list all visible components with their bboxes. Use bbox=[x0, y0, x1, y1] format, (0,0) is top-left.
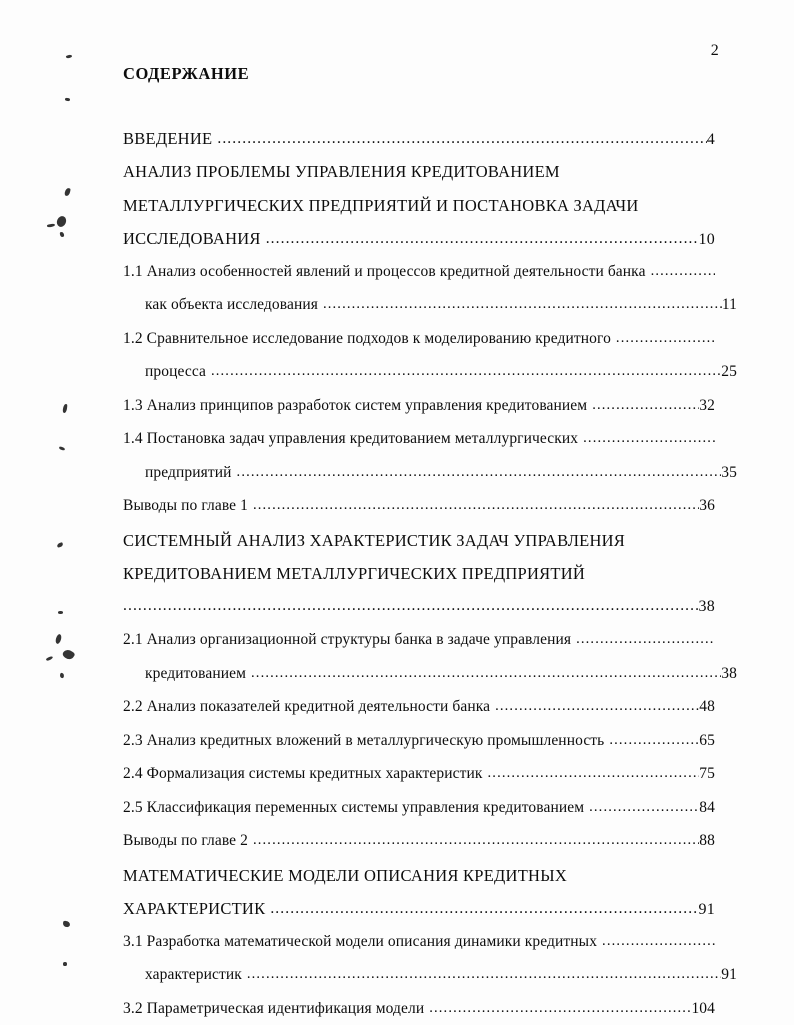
toc-line bbox=[123, 363, 737, 397]
toc-line bbox=[123, 330, 715, 364]
toc-line bbox=[123, 229, 715, 263]
toc-entry[interactable] bbox=[123, 866, 715, 933]
toc-line bbox=[123, 598, 715, 632]
toc-entry-text: ВВЕДЕНИЕ bbox=[123, 129, 217, 149]
toc-page-number: 84 bbox=[699, 799, 715, 817]
leader-dots bbox=[576, 631, 715, 648]
toc-line bbox=[123, 497, 715, 531]
toc-entry[interactable] bbox=[123, 1000, 715, 1033]
scan-speckle bbox=[47, 223, 55, 228]
leader-dots bbox=[253, 497, 699, 514]
scan-speckle bbox=[58, 611, 63, 614]
leader-dots bbox=[266, 230, 699, 248]
toc-entry-text: 2.3 Анализ кредитных вложений в металлургическую промышленность bbox=[123, 732, 609, 750]
toc-line bbox=[123, 129, 715, 163]
toc-entry-text: 2.2 Анализ показателей кредитной деятельности банка bbox=[123, 698, 495, 716]
toc-entry[interactable] bbox=[123, 330, 715, 397]
toc-line bbox=[123, 564, 715, 598]
toc-page-number: 65 bbox=[699, 732, 715, 750]
scan-speckle bbox=[60, 232, 65, 238]
page-number: 2 bbox=[711, 43, 719, 59]
toc-line bbox=[123, 732, 715, 766]
toc-entry-text: 1.4 Постановка задач управления кредитованием металлургических bbox=[123, 430, 583, 448]
toc-entry-text: СИСТЕМНЫЙ АНАЛИЗ ХАРАКТЕРИСТИК ЗАДАЧ УПРАВЛЕНИЯ bbox=[123, 531, 630, 551]
toc-entry-text: 2.5 Классификация переменных системы управления кредитованием bbox=[123, 799, 589, 817]
leader-dots bbox=[495, 698, 699, 715]
toc-entry-text: МАТЕМАТИЧЕСКИЕ МОДЕЛИ ОПИСАНИЯ КРЕДИТНЫХ bbox=[123, 866, 572, 886]
toc-page-number: 91 bbox=[699, 901, 716, 919]
leader-dots bbox=[237, 464, 722, 481]
toc-entry-text: 1.1 Анализ особенностей явлений и процессов кредитной деятельности банка bbox=[123, 263, 651, 281]
scan-speckle bbox=[55, 215, 67, 229]
toc-entry-text: АНАЛИЗ ПРОБЛЕМЫ УПРАВЛЕНИЯ КРЕДИТОВАНИЕМ bbox=[123, 162, 565, 182]
toc-entry-list bbox=[123, 129, 715, 1033]
toc-entry-text: Выводы по главе 2 bbox=[123, 832, 253, 850]
toc-line bbox=[123, 162, 715, 196]
leader-dots bbox=[651, 263, 715, 280]
toc-line bbox=[123, 665, 737, 699]
toc-entry-text: 1.3 Анализ принципов разработок систем управления кредитованием bbox=[123, 397, 592, 415]
toc-entry-text: КРЕДИТОВАНИЕМ МЕТАЛЛУРГИЧЕСКИХ ПРЕДПРИЯТИЙ bbox=[123, 564, 590, 584]
toc-line bbox=[123, 464, 737, 498]
toc-line bbox=[123, 899, 715, 933]
toc-entry-text: предприятий bbox=[145, 464, 237, 482]
toc-page-number: 91 bbox=[721, 966, 737, 984]
toc-entry[interactable] bbox=[123, 397, 715, 431]
page-title: СОДЕРЖАНИЕ bbox=[123, 66, 715, 83]
scan-speckle bbox=[56, 542, 63, 548]
toc-line bbox=[123, 263, 715, 297]
toc-entry[interactable] bbox=[123, 162, 715, 263]
toc-line bbox=[123, 966, 737, 1000]
toc-line bbox=[123, 296, 737, 330]
scan-speckle bbox=[46, 655, 54, 661]
toc-page-number: 104 bbox=[691, 1000, 715, 1018]
toc-line bbox=[123, 799, 715, 833]
leader-dots bbox=[429, 1000, 691, 1017]
toc-line bbox=[123, 631, 715, 665]
toc-page-number: 36 bbox=[699, 497, 715, 515]
toc-entry[interactable] bbox=[123, 129, 715, 163]
toc-entry[interactable] bbox=[123, 263, 715, 330]
leader-dots bbox=[488, 765, 700, 782]
toc-entry[interactable] bbox=[123, 497, 715, 531]
toc-entry[interactable] bbox=[123, 832, 715, 866]
scan-speckle bbox=[63, 962, 67, 966]
toc-line bbox=[123, 196, 715, 230]
toc-entry[interactable] bbox=[123, 799, 715, 833]
toc-page-number: 48 bbox=[699, 698, 715, 716]
toc-page-number: 11 bbox=[722, 296, 737, 314]
toc-line bbox=[123, 1000, 715, 1033]
table-of-contents bbox=[123, 66, 715, 1033]
leader-dots bbox=[602, 933, 715, 950]
toc-entry[interactable] bbox=[123, 933, 715, 1000]
toc-entry-text: 3.2 Параметрическая идентификация модели bbox=[123, 1000, 429, 1018]
toc-line bbox=[123, 866, 715, 900]
toc-page-number: 10 bbox=[699, 231, 716, 249]
scan-speckle bbox=[65, 98, 70, 102]
leader-dots bbox=[616, 330, 715, 347]
scan-speckle bbox=[63, 404, 68, 413]
scan-speckle bbox=[60, 673, 65, 679]
scan-speckle bbox=[55, 634, 63, 645]
toc-entry[interactable] bbox=[123, 765, 715, 799]
leader-dots bbox=[592, 397, 699, 414]
toc-entry-text: кредитованием bbox=[145, 665, 251, 683]
toc-page-number: 25 bbox=[721, 363, 737, 381]
toc-entry-text: ХАРАКТЕРИСТИК bbox=[123, 899, 270, 919]
toc-line bbox=[123, 430, 715, 464]
scan-speckle bbox=[61, 648, 75, 662]
toc-entry-text: 3.1 Разработка математической модели описания динамики кредитных bbox=[123, 933, 602, 951]
toc-entry[interactable] bbox=[123, 631, 715, 698]
toc-page-number: 38 bbox=[721, 665, 737, 683]
toc-line bbox=[123, 832, 715, 866]
toc-page-number: 88 bbox=[699, 832, 715, 850]
toc-entry-text: МЕТАЛЛУРГИЧЕСКИХ ПРЕДПРИЯТИЙ И ПОСТАНОВКА ЗАДАЧИ bbox=[123, 196, 643, 216]
toc-entry-text: как объекта исследования bbox=[145, 296, 323, 314]
toc-entry-text: процесса bbox=[145, 363, 211, 381]
leader-dots bbox=[123, 598, 699, 615]
scan-speckle bbox=[64, 188, 71, 197]
toc-page-number: 38 bbox=[699, 598, 716, 616]
toc-entry[interactable] bbox=[123, 698, 715, 732]
leader-dots bbox=[609, 732, 699, 749]
toc-entry-text: 2.4 Формализация системы кредитных характеристик bbox=[123, 765, 488, 783]
toc-page-number: 35 bbox=[721, 464, 737, 482]
toc-line bbox=[123, 765, 715, 799]
toc-line bbox=[123, 698, 715, 732]
toc-entry[interactable] bbox=[123, 430, 715, 497]
toc-entry[interactable] bbox=[123, 732, 715, 766]
toc-entry-text: ИССЛЕДОВАНИЯ bbox=[123, 229, 266, 249]
scan-speckle bbox=[59, 446, 66, 450]
leader-dots bbox=[323, 296, 722, 313]
toc-entry[interactable] bbox=[123, 531, 715, 632]
toc-line bbox=[123, 531, 715, 565]
leader-dots bbox=[211, 363, 721, 380]
toc-entry-text: 2.1 Анализ организационной структуры банка в задаче управления bbox=[123, 631, 576, 649]
leader-dots bbox=[253, 832, 699, 849]
toc-entry-text: характеристик bbox=[145, 966, 247, 984]
leader-dots bbox=[589, 799, 699, 816]
toc-page-number: 32 bbox=[699, 397, 715, 415]
leader-dots bbox=[251, 665, 721, 682]
toc-page-number: 4 bbox=[707, 131, 715, 149]
toc-entry-text: 1.2 Сравнительное исследование подходов к моделированию кредитного bbox=[123, 330, 616, 348]
toc-entry-text: Выводы по главе 1 bbox=[123, 497, 253, 515]
leader-dots bbox=[583, 430, 715, 447]
scan-speckle bbox=[66, 54, 73, 59]
toc-line bbox=[123, 933, 715, 967]
toc-page-number: 75 bbox=[699, 765, 715, 783]
leader-dots bbox=[247, 966, 721, 983]
leader-dots bbox=[217, 130, 706, 148]
toc-line bbox=[123, 397, 715, 431]
leader-dots bbox=[270, 900, 698, 918]
scan-speckle bbox=[63, 921, 70, 928]
